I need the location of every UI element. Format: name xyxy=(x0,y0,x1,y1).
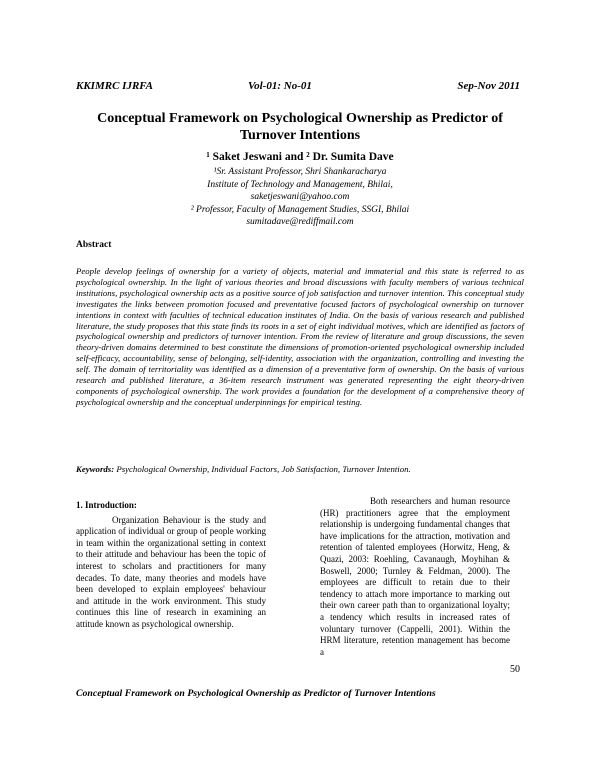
section-heading-introduction: 1. Introduction: xyxy=(76,500,137,510)
journal-name: KKIMRC IJRFA xyxy=(76,80,153,92)
right-column xyxy=(320,496,510,658)
affiliations xyxy=(76,166,524,229)
abstract-body: People develop feelings of ownership for a variety of objects, material and immaterial and this state is referred to as psychological ownership. In the light of various theories and broad discussions with faculty members of various technical institutions, psychological ownership acts as a positive source of job satisfaction and turnover intention. This conceptual study investigates the links between promotion focused and preventative focused factors of psychological ownership on turnover intentions in context with faculties of technical education institutes of India. On the basis of various research and published literature, the study proposes that this state finds its roots in a set of eight individual motives, which are identified as factors of psychological ownership and predictors of turnover intention. From the review of literature and group discussions, the seven theory-driven domains determined to best constitute the dimensions of promotion-oriented psychological ownership included self-efficacy, accountability, sense of belonging, self-identity, association with the organization, controlling and investing the self. The domain of territoriality was identified as a dimension of a preventative form of ownership. On the basis of various research and published literature, a 36-item research instrument was generated representing the eight theory-driven components of psychological ownership. The work provides a foundation for the development of a comprehensive theory of psychological ownership and the conceptual underpinnings for empirical testing. xyxy=(76,266,524,407)
abstract-heading: Abstract xyxy=(76,240,112,250)
page-number: 50 xyxy=(510,664,520,675)
intro-paragraph-left: Organization Behaviour is the study and application of individual or group of people working in team within the organizational setting in context to their attitude and behaviour has been the topic of interest to scholars and practitioners for many decades. To date, many theories and models have been developed to explain employees' behaviour and attitude in the work environment. This study continues this line of research in examining an attitude known as psychological ownership. xyxy=(76,514,266,629)
intro-paragraph-right: Both researchers and human resource (HR) practitioners agree that the employment relationship is undergoing fundamental changes that have implications for the attraction, motivation and retention of talented employees (Horwitz, Heng, & Quazi, 2003: Roehling, Cavanaugh, Moyhihan & Boswell, 2000; Turnley & Feldman, 2000). The employees are difficult to retain due to their tendency to attach more importance to marking out their own career path than to organizational loyalty; a tendency which results in increased rates of voluntary turnover (Cappelli, 2001). Within the HRM literature, retention management has become a xyxy=(320,496,510,657)
left-column xyxy=(76,500,266,631)
paper-title: Conceptual Framework on Psychological Ownership as Predictor of Turnover Intentions xyxy=(97,111,503,143)
volume-number: Vol-01: No-01 xyxy=(248,80,312,92)
running-footer: Conceptual Framework on Psychological Ownership as Predictor of Turnover Intentions xyxy=(76,688,436,699)
author-line: ¹ Saket Jeswani and ² Dr. Sumita Dave xyxy=(206,151,394,163)
affiliation-line: Institute of Technology and Management, Bhilai, xyxy=(207,179,393,190)
issue-date: Sep-Nov 2011 xyxy=(457,80,520,92)
author-email: saketjeswani@yahoo.com xyxy=(250,192,350,202)
author-email: sumitadave@rediffmail.com xyxy=(246,217,354,227)
keywords-label: Keywords: xyxy=(76,464,115,474)
affiliation-line: ² Professor, Faculty of Management Studies, SSGI, Bhilai xyxy=(190,204,410,215)
keywords-line xyxy=(76,464,524,475)
journal-header xyxy=(76,80,520,96)
keywords-text: Psychological Ownership, Individual Factors, Job Satisfaction, Turnover Intention. xyxy=(114,464,411,474)
affiliation-line: ¹Sr. Assistant Professor, Shri Shankaracharya xyxy=(213,167,387,177)
